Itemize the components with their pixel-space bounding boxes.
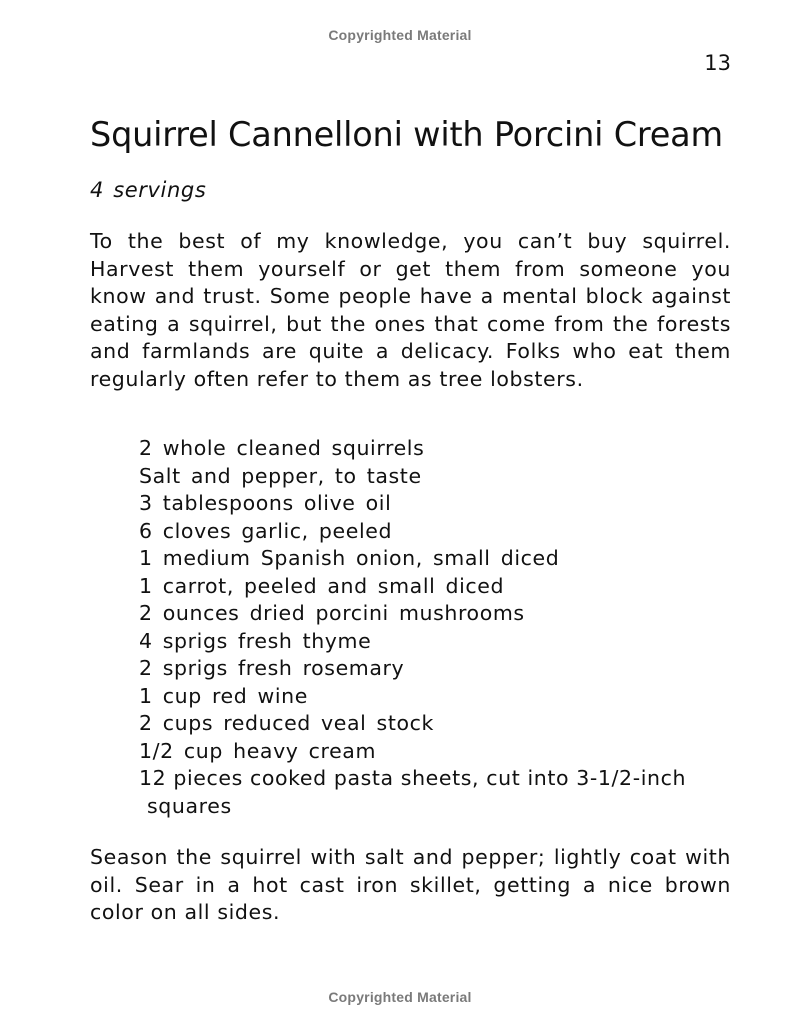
copyright-notice-bottom: Copyrighted Material bbox=[328, 989, 472, 1005]
ingredient-item-continuation: squares bbox=[147, 793, 232, 818]
ingredient-list bbox=[139, 435, 731, 820]
recipe-servings: 4 servings bbox=[90, 178, 207, 202]
intro-paragraph: To the best of my knowledge, you can’t buy squirrel. Harvest them yourself or get them from someone you know and trust. Some people have a mental block against eating a squirrel, but the ones that come from the forests and farmlands are quite a delicacy. Folks who eat them regularly often refer to them as tree lobsters. bbox=[90, 229, 731, 391]
page-number: 13 bbox=[704, 51, 731, 75]
ingredient-item: 2 cups reduced veal stock bbox=[139, 711, 434, 735]
ingredient-item: 1 cup red wine bbox=[139, 683, 308, 708]
ingredient-item: 1 carrot, peeled and small diced bbox=[139, 573, 505, 598]
ingredient-item: 4 sprigs fresh thyme bbox=[139, 628, 372, 653]
ingredient-item-line: 12 pieces cooked pasta sheets, cut into 3-1/2-inch bbox=[139, 766, 687, 790]
method-paragraph: Season the squirrel with salt and pepper; lightly coat with oil. Sear in a hot cast iron skillet, getting a nice brown color on all sides. bbox=[90, 845, 731, 924]
ingredient-item: 2 ounces dried porcini mushrooms bbox=[139, 601, 525, 625]
ingredient-item: 1/2 cup heavy cream bbox=[139, 738, 377, 763]
ingredient-item: 2 whole cleaned squirrels bbox=[139, 436, 425, 460]
ingredient-item: 3 tablespoons olive oil bbox=[139, 491, 392, 515]
copyright-notice-top: Copyrighted Material bbox=[328, 27, 472, 43]
ingredient-item: 2 sprigs fresh rosemary bbox=[139, 656, 405, 680]
recipe-title: Squirrel Cannelloni with Porcini Cream bbox=[90, 115, 723, 154]
ingredient-item bbox=[139, 765, 731, 820]
ingredient-item: 6 cloves garlic, peeled bbox=[139, 518, 393, 543]
ingredient-item: 1 medium Spanish onion, small diced bbox=[139, 546, 560, 570]
ingredient-item: Salt and pepper, to taste bbox=[139, 463, 422, 488]
